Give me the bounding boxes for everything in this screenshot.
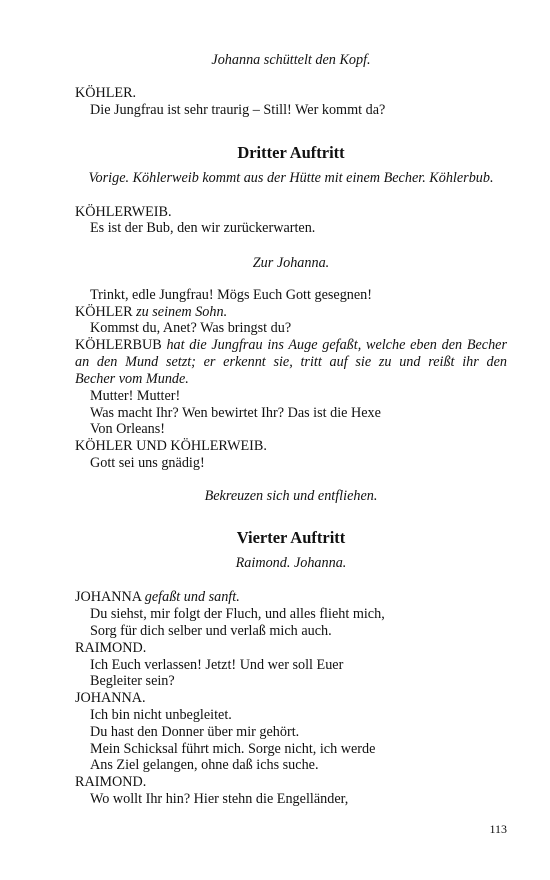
scene-heading-vierter-auftritt: Vierter Auftritt [236,528,346,547]
speaker-koehler-und-koehlerweib: KÖHLER UND KÖHLERWEIB. [75,438,267,454]
speaker-koehler: KÖHLER [75,304,133,320]
verse-line: Die Jungfrau ist sehr traurig – Still! Wer kommt da? [90,102,386,118]
verse-line: Gott sei uns gnädig! [90,455,205,471]
verse-line: Ich bin nicht unbegleitet. [90,707,232,723]
page-number: 113 [489,822,507,836]
verse-line: Begleiter sein? [90,673,175,689]
speaker-raimond: RAIMOND. [75,640,147,656]
book-page [75,0,507,880]
scene-stage-direction: Raimond. Johanna. [235,555,347,571]
verse-line: Mutter! Mutter! [90,388,181,404]
verse-line: Mein Schicksal führt mich. Sorge nicht, ich werde [90,741,376,757]
stage-direction-bekreuzen: Bekreuzen sich und entfliehen. [204,488,378,504]
verse-line: Es ist der Bub, den wir zurückerwarten. [90,220,316,236]
speaker-koehler: KÖHLER. [75,85,137,101]
verse-line: Ans Ziel gelangen, ohne daß ichs suche. [90,757,319,773]
verse-line: Du hast den Donner über mir gehört. [90,724,300,740]
verse-line: Wo wollt Ihr hin? Hier stehn die Engelländer, [90,791,349,807]
verse-line: Trinkt, edle Jungfrau! Mögs Euch Gott gesegnen! [90,287,372,303]
verse-line: Ich Euch verlassen! Jetzt! Und wer soll Euer [90,657,344,673]
stage-direction-bub-3: Becher vom Munde. [75,371,189,387]
verse-line: Du siehst, mir folgt der Fluch, und alles flieht mich, [90,606,385,622]
speaker-johanna: JOHANNA. [75,690,146,706]
speaker-line-johanna [75,589,240,606]
speaker-raimond: RAIMOND. [75,774,147,790]
speaker-koehlerweib: KÖHLERWEIB. [75,204,172,220]
speaker-johanna: JOHANNA [75,589,142,605]
scene-stage-direction: Vorige. Köhlerweib kommt aus der Hütte mit einem Becher. Köhlerbub. [88,170,494,186]
stage-direction-zur-johanna: Zur Johanna. [252,255,330,271]
stage-direction-zu-sohn: zu seinem Sohn. [136,304,228,320]
stage-direction-bub-1: hat die Jungfrau ins Auge gefaßt, welche eben den Becher [166,337,507,353]
speaker-koehlerbub: KÖHLERBUB [75,337,162,353]
speaker-line-koehlerbub [75,337,507,354]
stage-direction-gefasst: gefaßt und sanft. [144,589,240,605]
verse-line: Kommst du, Anet? Was bringst du? [90,320,292,336]
verse-line: Von Orleans! [90,421,165,437]
stage-direction-shakes-head: Johanna schüttelt den Kopf. [211,52,371,68]
verse-line: Was macht Ihr? Wen bewirtet Ihr? Das ist die Hexe [90,405,381,421]
speaker-line-koehler [75,304,227,321]
stage-direction-bub-2: an den Mund setzt; er erkennt sie, tritt auf sie zu und reißt ihr den [75,354,507,370]
verse-line: Sorg für dich selber und verlaß mich auch. [90,623,332,639]
scene-heading-dritter-auftritt: Dritter Auftritt [237,143,345,162]
